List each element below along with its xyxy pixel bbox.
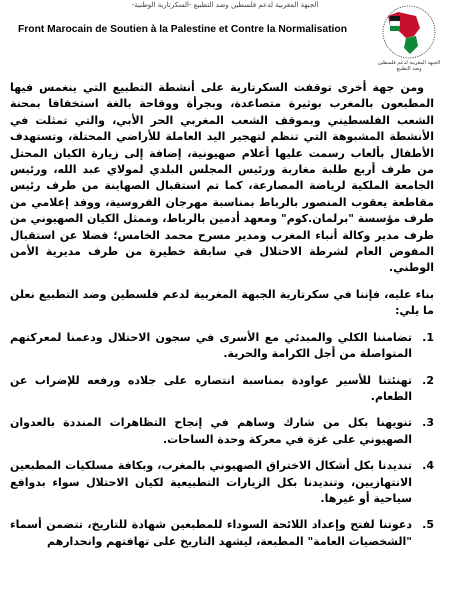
header-arabic-line: الجبهة المغربية لدعم فلسطين وضد التطبيع -السكرتارية الوطنية- [131, 1, 319, 9]
list-item-number: 1. [422, 330, 434, 344]
list-item-text: دعوتنا لفتح وإعداد اللائحة السوداء للمطبعين شهادة للتاريخ، تتضمن أسماء "الشخصيات العامة" المطبعة، ليشهد التاريخ على تهافتهم وانحدارهم [10, 518, 412, 548]
list-item-text: تنويهنا بكل من شارك وساهم في إنجاح التظاهرات المنددة بالعدوان الصهيوني على غزة في معركة وحدة الساحات. [10, 416, 412, 446]
list-item [10, 373, 434, 406]
declaration-lead: بناء عليه، فإننا في سكرتارية الجبهة المغربية لدعم فلسطين وضد التطبيع نعلن ما يلي: [10, 287, 434, 318]
list-item-number: 5. [422, 518, 434, 532]
list-item-number: 3. [422, 416, 434, 430]
list-item-text: تضامننا الكلي والمبدئي مع الأسرى في سجون الاحتلال ودعمنا لمعركتهم المتواصلة من أجل الكرامة والحرية. [10, 330, 412, 361]
list-item [10, 330, 434, 363]
document-body [10, 80, 434, 550]
list-item-number: 2. [422, 373, 434, 387]
front-logo-icon [376, 2, 442, 66]
paragraph-1: ومن جهة أخرى توقفت السكرتارية على أنشطة التطبيع التي ينغمس فيها المطبعون بالمغرب بوثيرة متصاعدة، وبجرأة ووقاحة بالغة استخفافا بمحنة الشعب الفلسطيني وبموقف الشعب المغربي الحر الأبي، والتي تمثلت في الأنشطة المشبوهة التي تنظم لتهجير اليد العاملة للأراضي المحتلة، وتستهدف الأطفال بألعاب رسمت عليها أعلام صهيونية، إضافة إلى زيارة الكيان المحتل من طرف أربع طلبة مغاربة ورئيس المجلس البلدي لمولاي عبد الله، ورئيس الجامعة الملكية لرياضة المصارعة، كما تم استقبال الصهاينة من طرف رئيس مقاطعة يعقوب المنصور بالرباط بمناسبة مهرجان الفروسية، ووفد إعلامي من طرف مؤسسة "برلمان.كوم" ومعهد أدمين بالرباط، وممثل الكيان الصهيوني من طرف مدير وكالة أنباء المغرب ومدير مسرح محمد الخامس؛ فضلا عن استقبال المفوض العام لشرطة الاحتلال في سابقة خطيرة من طرف مديرية الأمن الوطني. [9, 81, 434, 275]
list-item-text: تنديدنا بكل أشكال الاختراق الصهيوني بالمغرب، وبكافة مسلكيات المطبعين الانتهازيين، وتنديدنا بكل الزيارات التطبيعية لكيان الاحتلال سواء بدوافع سياحية أو غيرها. [10, 459, 412, 505]
list-item [10, 517, 434, 550]
list-item [10, 415, 434, 448]
logo-caption: الجبهة المغربية لدعم فلسطين وضد التطبيع [377, 60, 441, 72]
org-name-french: Front Marocain de Soutien à la Palestine et Contre la Normalisation [18, 24, 347, 35]
list-item-number: 4. [422, 459, 434, 473]
list-item [10, 458, 434, 507]
list-item-text: تهنئتنا للأسير عواودة بمناسبة انتصاره على جلاده ورفعه للإضراب عن الطعام. [10, 373, 412, 403]
